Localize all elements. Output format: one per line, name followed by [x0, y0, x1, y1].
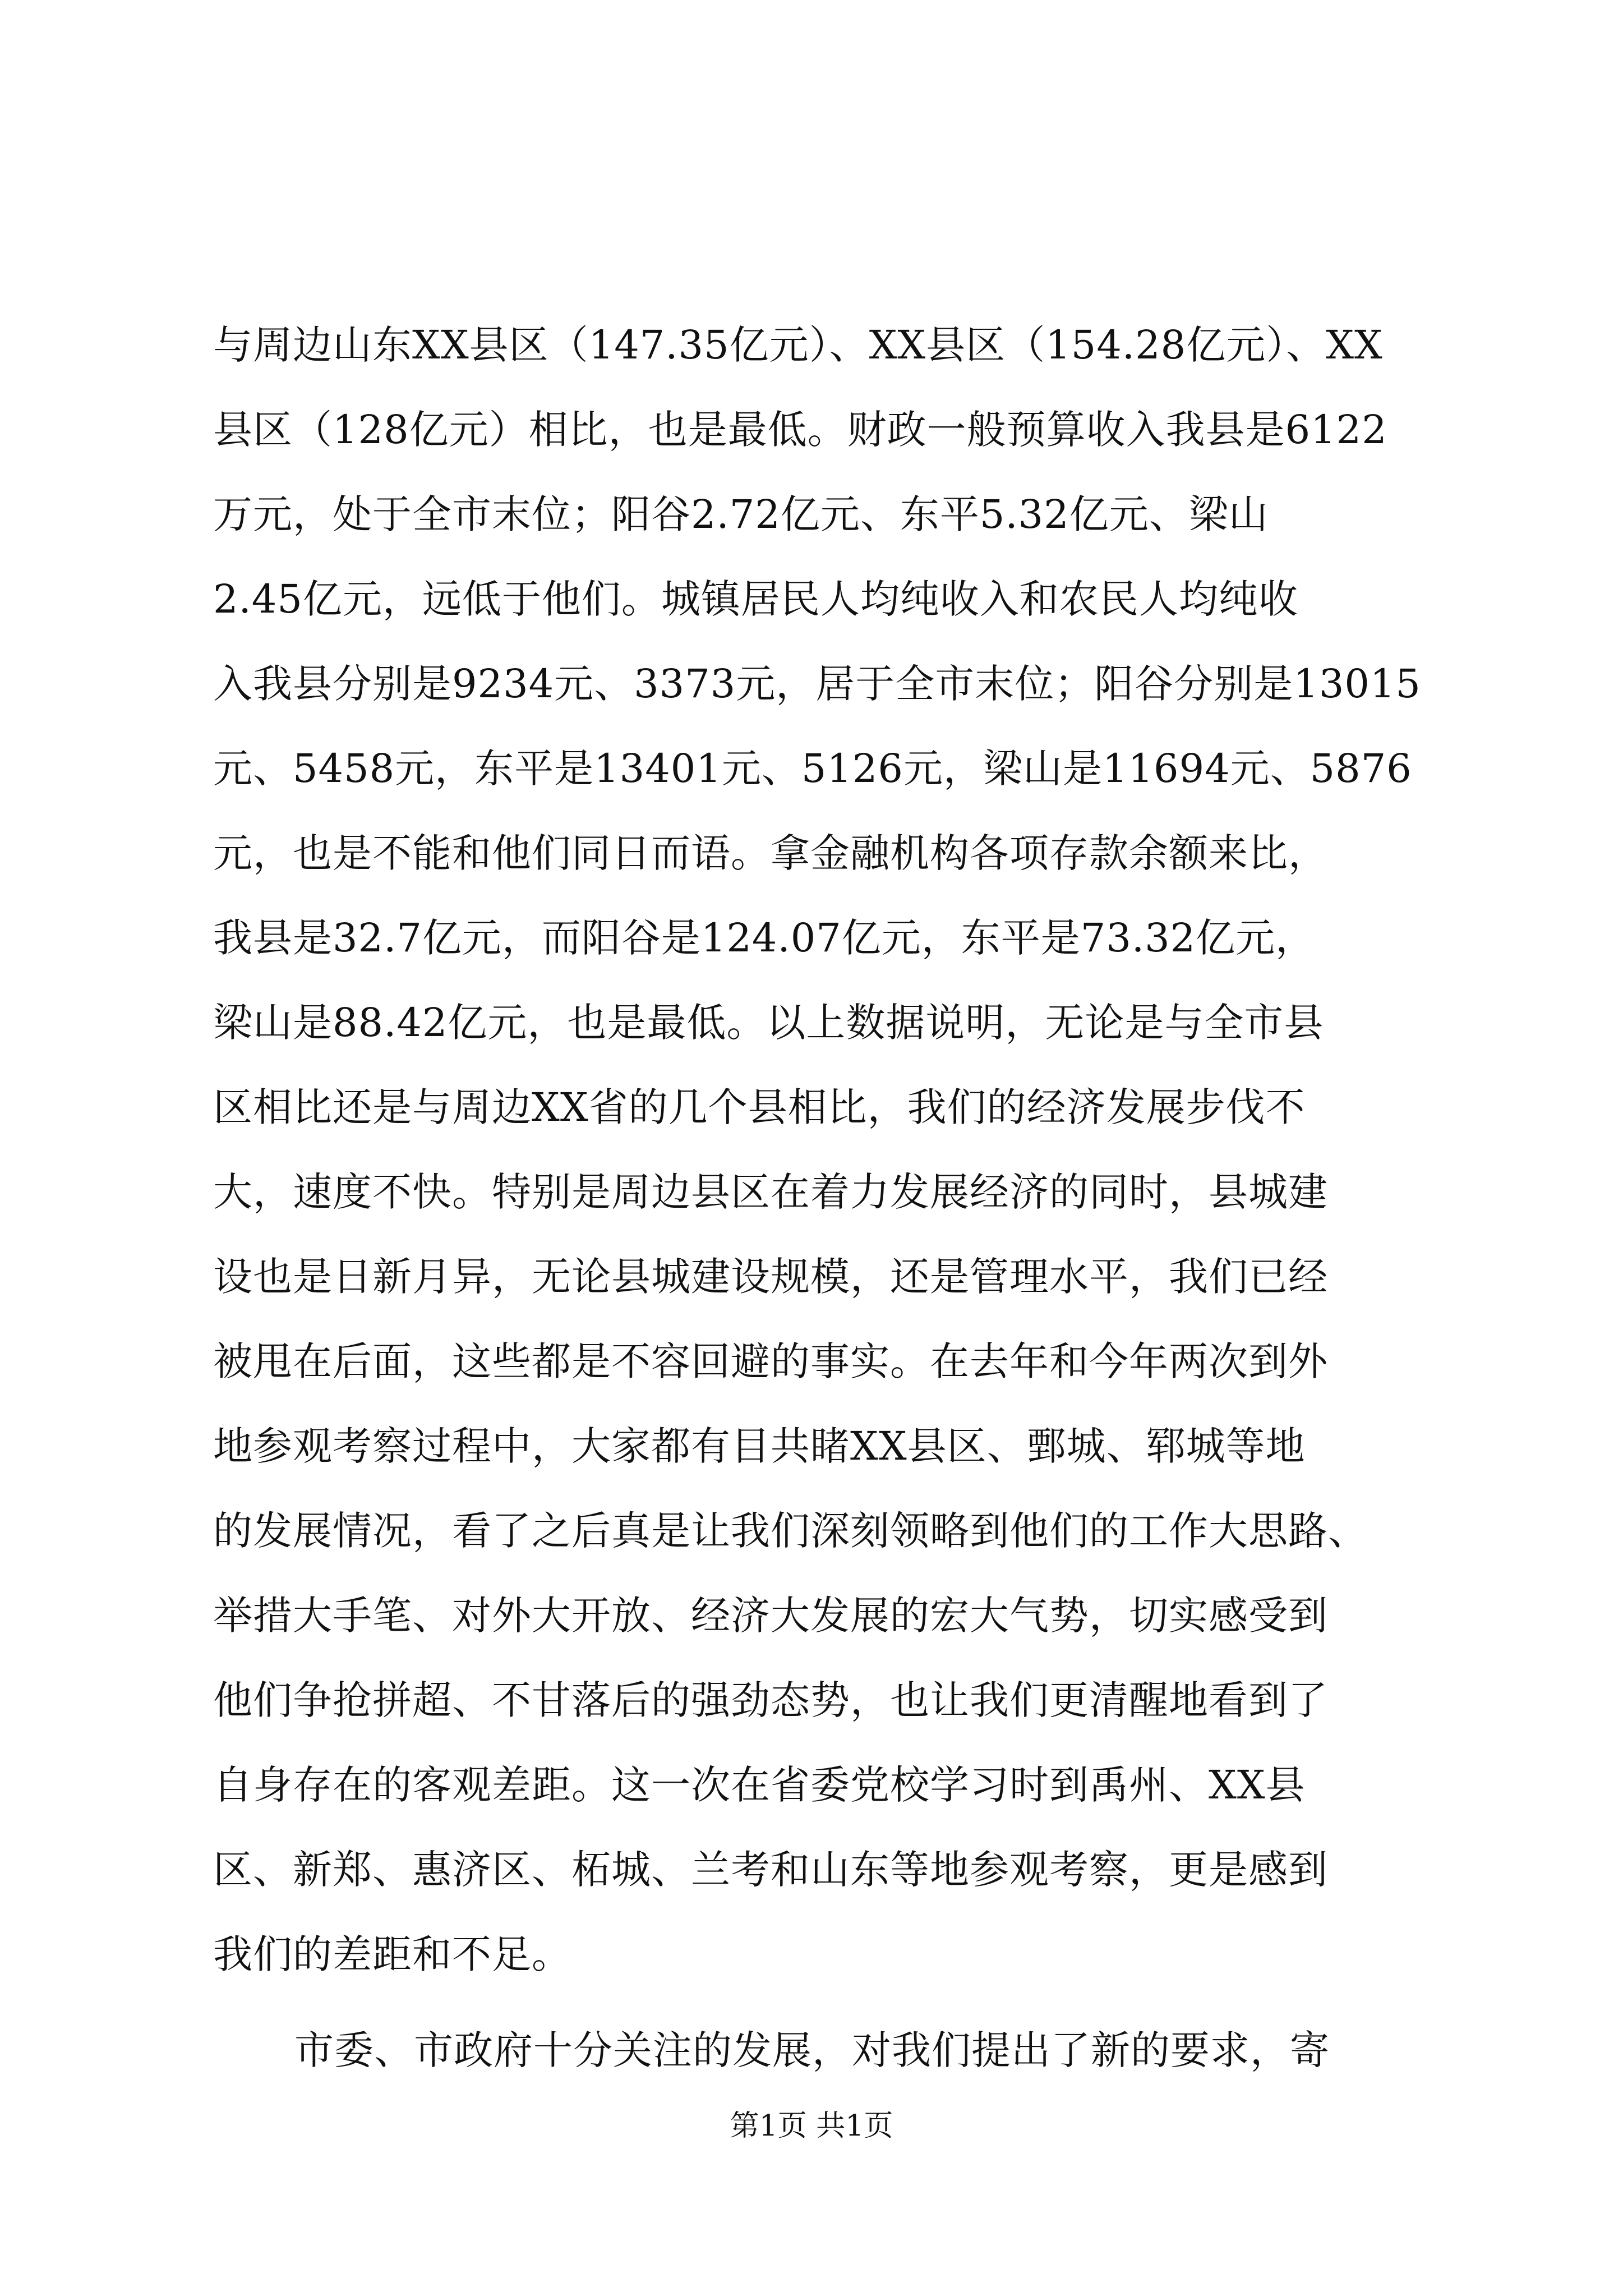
text-line: 我们的差距和不足。	[213, 1931, 571, 1977]
page-footer: 第1页 共1页	[730, 2109, 893, 2143]
text-line: 县区（128亿元）相比，也是最低。财政一般预算收入我县是6122	[213, 407, 1387, 453]
text-line: 2.45亿元，远低于他们。城镇居民人均纯收入和农民人均纯收	[213, 576, 1298, 622]
text-line: 元、5458元，东平是13401元、5126元，梁山是11694元、5876	[213, 746, 1412, 792]
text-line: 的发展情况，看了之后真是让我们深刻领略到他们的工作大思路、	[213, 1508, 1368, 1554]
text-line: 万元，处于全市末位；阳谷2.72亿元、东平5.32亿元、梁山	[213, 491, 1269, 537]
text-line: 设也是日新月异，无论县城建设规模，还是管理水平，我们已经	[213, 1254, 1328, 1300]
paragraph-first-line: 市委、市政府十分关注的发展，对我们提出了新的要求，寄	[294, 2027, 1330, 2073]
text-line: 举措大手笔、对外大开放、经济大发展的宏大气势，切实感受到	[213, 1593, 1328, 1639]
text-line: 入我县分别是9234元、3373元，居于全市末位；阳谷分别是13015	[213, 661, 1421, 707]
text-line: 我县是32.7亿元，而阳谷是124.07亿元，东平是73.32亿元，	[213, 915, 1316, 961]
text-line: 梁山是88.42亿元，也是最低。以上数据说明，无论是与全市县	[213, 1000, 1324, 1046]
text-line: 元，也是不能和他们同日而语。拿金融机构各项存款余额来比，	[213, 830, 1328, 876]
text-line: 与周边山东XX县区（147.35亿元）、XX县区（154.28亿元）、XX	[213, 322, 1383, 368]
text-line: 大，速度不快。特别是周边县区在着力发展经济的同时，县城建	[213, 1169, 1328, 1215]
text-line: 区相比还是与周边XX省的几个县相比，我们的经济发展步伐不	[213, 1084, 1306, 1130]
text-line: 区、新郑、惠济区、柘城、兰考和山东等地参观考察，更是感到	[213, 1847, 1328, 1893]
text-line: 地参观考察过程中，大家都有目共睹XX县区、鄄城、郓城等地	[213, 1423, 1306, 1469]
text-line: 他们争抢拼超、不甘落后的强劲态势，也让我们更清醒地看到了	[213, 1677, 1328, 1723]
text-line: 被甩在后面，这些都是不容回避的事实。在去年和今年两次到外	[213, 1338, 1328, 1384]
text-line: 自身存在的客观差距。这一次在省委党校学习时到禹州、XX县	[213, 1762, 1306, 1808]
